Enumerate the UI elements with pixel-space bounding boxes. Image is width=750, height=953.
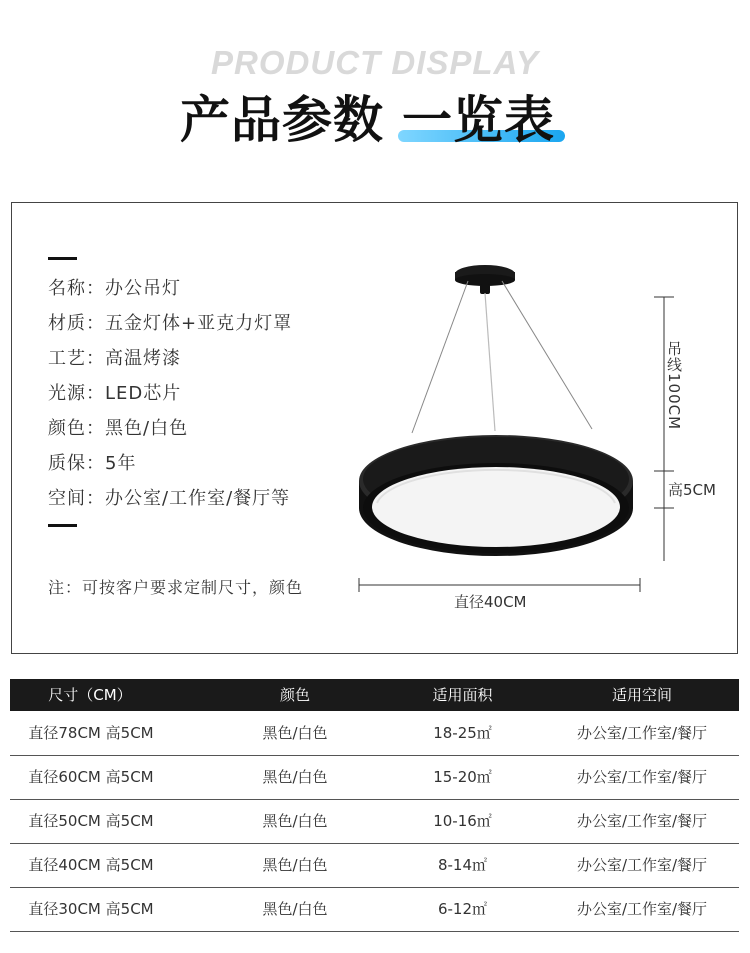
cell-color: 黑色/白色 <box>262 724 328 742</box>
spec-row-light-source: 光源：LED芯片 <box>48 383 182 404</box>
diameter-label: 直径40CM <box>454 593 527 611</box>
cell-color: 黑色/白色 <box>262 900 328 918</box>
spec-row-material: 材质：五金灯体+亚克力灯罩 <box>48 313 293 334</box>
cell-size: 直径50CM 高5CM <box>28 812 154 830</box>
table-row <box>10 711 739 756</box>
cable-length-label: 吊线100CM <box>665 341 683 431</box>
th-area: 适用面积 <box>432 686 493 704</box>
spec-row-warranty: 质保：5年 <box>48 453 137 474</box>
cell-area: 15-20㎡ <box>433 768 492 786</box>
cell-space: 办公室/工作室/餐厅 <box>576 724 708 742</box>
spec-note: 注：可按客户要求定制尺寸，颜色 <box>48 578 304 597</box>
spec-divider-bottom <box>48 524 77 527</box>
cell-space: 办公室/工作室/餐厅 <box>576 856 708 874</box>
header-cn-title-part1: 产品参数 <box>180 91 384 149</box>
header-cn-title-part2: 一览表 <box>402 91 555 149</box>
cell-size: 直径60CM 高5CM <box>28 768 154 786</box>
table-row <box>10 843 739 888</box>
table-row <box>10 755 739 800</box>
table-row <box>10 887 739 932</box>
pendant-lamp-image <box>342 253 722 623</box>
cell-color: 黑色/白色 <box>262 856 328 874</box>
cell-area: 6-12㎡ <box>437 900 488 918</box>
cell-area: 10-16㎡ <box>433 812 492 830</box>
cell-space: 办公室/工作室/餐厅 <box>576 900 708 918</box>
cell-area: 18-25㎡ <box>433 724 492 742</box>
cell-space: 办公室/工作室/餐厅 <box>576 768 708 786</box>
spec-row-name: 名称：办公吊灯 <box>48 278 181 299</box>
cell-color: 黑色/白色 <box>262 768 328 786</box>
cell-size: 直径30CM 高5CM <box>28 900 154 918</box>
header-cn-title <box>180 80 580 150</box>
th-color: 颜色 <box>279 686 310 704</box>
cell-color: 黑色/白色 <box>262 812 328 830</box>
cell-area: 8-14㎡ <box>437 856 488 874</box>
height-label: 高5CM <box>668 481 716 499</box>
cell-size: 直径40CM 高5CM <box>28 856 154 874</box>
cell-size: 直径78CM 高5CM <box>28 724 154 742</box>
spec-panel <box>11 202 738 654</box>
spec-row-color: 颜色：黑色/白色 <box>48 418 189 439</box>
header-en-title: PRODUCT DISPLAY <box>211 44 539 81</box>
table-row <box>10 799 739 844</box>
spec-row-process: 工艺：高温烤漆 <box>48 348 181 369</box>
cell-space: 办公室/工作室/餐厅 <box>576 812 708 830</box>
spec-divider-top <box>48 257 77 260</box>
th-space: 适用空间 <box>611 686 672 704</box>
spec-row-space: 空间：办公室/工作室/餐厅等 <box>48 488 291 509</box>
table-header <box>10 679 739 711</box>
th-size: 尺寸（CM） <box>48 686 132 704</box>
